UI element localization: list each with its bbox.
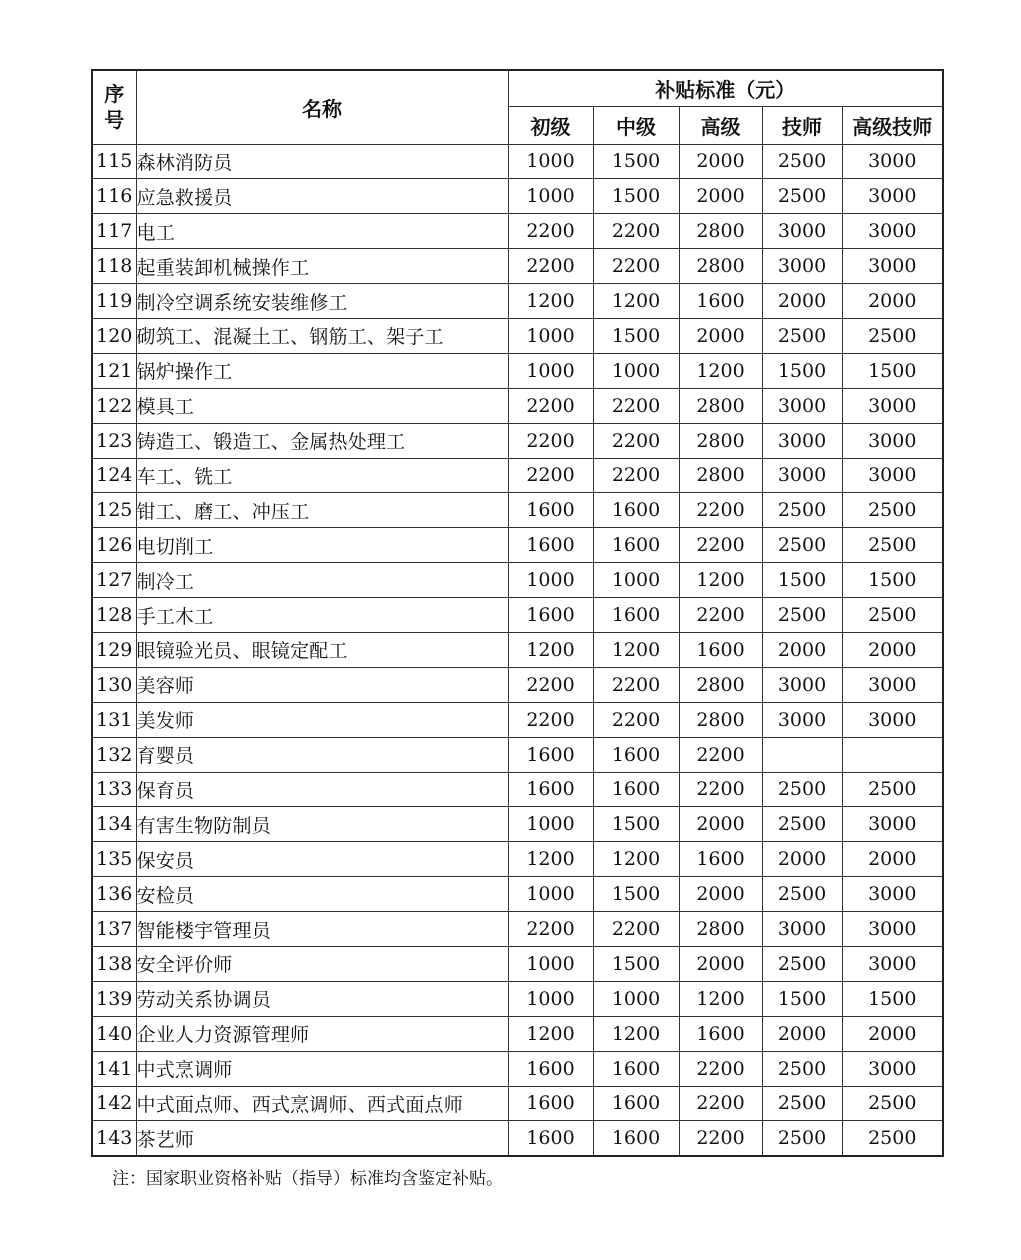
row-seq: 119 — [92, 284, 136, 319]
row-subsidy-junior: 1600 — [508, 1121, 593, 1156]
row-subsidy-junior: 1000 — [508, 877, 593, 912]
row-subsidy-junior: 1200 — [508, 632, 593, 667]
table-row — [92, 563, 943, 598]
table-row — [92, 1086, 943, 1121]
row-subsidy-senior: 2800 — [679, 214, 762, 249]
row-subsidy-junior: 1600 — [508, 737, 593, 772]
row-subsidy-technician: 2500 — [762, 528, 842, 563]
row-occupation-name: 车工、铣工 — [136, 458, 508, 493]
row-occupation-name: 制冷空调系统安装维修工 — [136, 284, 508, 319]
row-subsidy-senior: 2000 — [679, 179, 762, 214]
row-occupation-name: 钳工、磨工、冲压工 — [136, 493, 508, 528]
row-subsidy-technician: 2000 — [762, 284, 842, 319]
level-header-technician: 技师 — [762, 106, 842, 144]
row-seq: 127 — [92, 563, 136, 598]
row-subsidy-technician: 3000 — [762, 214, 842, 249]
row-subsidy-junior: 1600 — [508, 772, 593, 807]
row-subsidy-senior-technician: 2500 — [842, 528, 943, 563]
row-subsidy-technician: 2500 — [762, 946, 842, 981]
row-subsidy-technician: 1500 — [762, 563, 842, 598]
row-subsidy-intermediate: 1200 — [593, 632, 679, 667]
row-subsidy-intermediate: 1500 — [593, 877, 679, 912]
row-subsidy-senior-technician: 1500 — [842, 981, 943, 1016]
row-subsidy-senior-technician: 3000 — [842, 179, 943, 214]
row-subsidy-junior: 1000 — [508, 981, 593, 1016]
row-occupation-name: 电工 — [136, 214, 508, 249]
row-subsidy-senior-technician: 2000 — [842, 1016, 943, 1051]
row-seq: 143 — [92, 1121, 136, 1156]
row-occupation-name: 砌筑工、混凝土工、钢筋工、架子工 — [136, 318, 508, 353]
row-occupation-name: 起重装卸机械操作工 — [136, 249, 508, 284]
row-subsidy-intermediate: 1600 — [593, 598, 679, 633]
row-subsidy-senior-technician: 3000 — [842, 667, 943, 702]
row-occupation-name: 应急救援员 — [136, 179, 508, 214]
row-subsidy-intermediate: 2200 — [593, 249, 679, 284]
row-subsidy-junior: 1600 — [508, 1086, 593, 1121]
row-seq: 134 — [92, 807, 136, 842]
row-subsidy-senior: 2800 — [679, 912, 762, 947]
table-row — [92, 877, 943, 912]
table-row — [92, 493, 943, 528]
row-subsidy-senior-technician: 1500 — [842, 353, 943, 388]
row-subsidy-intermediate: 1600 — [593, 528, 679, 563]
row-subsidy-senior-technician: 2500 — [842, 1121, 943, 1156]
row-subsidy-intermediate: 1600 — [593, 1051, 679, 1086]
row-subsidy-senior-technician: 3000 — [842, 912, 943, 947]
row-subsidy-junior: 2200 — [508, 458, 593, 493]
row-subsidy-senior: 2200 — [679, 598, 762, 633]
row-subsidy-senior: 1200 — [679, 353, 762, 388]
row-subsidy-senior: 2800 — [679, 388, 762, 423]
row-subsidy-technician: 2000 — [762, 1016, 842, 1051]
row-seq: 132 — [92, 737, 136, 772]
table-row — [92, 458, 943, 493]
row-subsidy-technician: 3000 — [762, 458, 842, 493]
row-subsidy-junior: 1000 — [508, 563, 593, 598]
table-row — [92, 772, 943, 807]
row-subsidy-intermediate: 1600 — [593, 1121, 679, 1156]
row-subsidy-senior: 1600 — [679, 632, 762, 667]
row-subsidy-senior-technician: 3000 — [842, 1051, 943, 1086]
row-occupation-name: 锅炉操作工 — [136, 353, 508, 388]
row-subsidy-senior-technician: 2000 — [842, 632, 943, 667]
row-occupation-name: 手工木工 — [136, 598, 508, 633]
row-seq: 139 — [92, 981, 136, 1016]
row-subsidy-junior: 2200 — [508, 214, 593, 249]
row-occupation-name: 安检员 — [136, 877, 508, 912]
row-subsidy-junior: 1600 — [508, 1051, 593, 1086]
level-header-intermediate: 中级 — [593, 106, 679, 144]
row-seq: 140 — [92, 1016, 136, 1051]
row-occupation-name: 茶艺师 — [136, 1121, 508, 1156]
row-subsidy-intermediate: 1500 — [593, 807, 679, 842]
row-subsidy-junior: 1200 — [508, 284, 593, 319]
row-subsidy-senior: 2200 — [679, 493, 762, 528]
table-row — [92, 667, 943, 702]
row-subsidy-technician: 2500 — [762, 1086, 842, 1121]
row-subsidy-technician: 2500 — [762, 1051, 842, 1086]
row-seq: 121 — [92, 353, 136, 388]
row-subsidy-senior: 2800 — [679, 702, 762, 737]
row-subsidy-junior: 1000 — [508, 353, 593, 388]
row-subsidy-intermediate: 2200 — [593, 423, 679, 458]
row-subsidy-senior: 1200 — [679, 563, 762, 598]
row-subsidy-senior: 1600 — [679, 842, 762, 877]
row-subsidy-intermediate: 2200 — [593, 458, 679, 493]
table-row — [92, 318, 943, 353]
row-subsidy-intermediate: 1500 — [593, 318, 679, 353]
row-subsidy-technician: 2500 — [762, 807, 842, 842]
row-subsidy-technician: 2500 — [762, 144, 842, 179]
row-occupation-name: 育婴员 — [136, 737, 508, 772]
row-seq: 128 — [92, 598, 136, 633]
row-occupation-name: 有害生物防制员 — [136, 807, 508, 842]
row-occupation-name: 模具工 — [136, 388, 508, 423]
row-subsidy-junior: 1200 — [508, 842, 593, 877]
table-row — [92, 284, 943, 319]
row-subsidy-intermediate: 2200 — [593, 912, 679, 947]
row-subsidy-senior: 2200 — [679, 1086, 762, 1121]
row-subsidy-technician: 2500 — [762, 1121, 842, 1156]
row-subsidy-senior-technician: 3000 — [842, 214, 943, 249]
row-seq: 129 — [92, 632, 136, 667]
row-subsidy-intermediate: 1600 — [593, 1086, 679, 1121]
row-subsidy-technician: 2500 — [762, 598, 842, 633]
row-subsidy-junior: 1600 — [508, 528, 593, 563]
row-occupation-name: 企业人力资源管理师 — [136, 1016, 508, 1051]
table-row — [92, 388, 943, 423]
row-seq: 131 — [92, 702, 136, 737]
row-subsidy-technician: 2000 — [762, 632, 842, 667]
row-occupation-name: 安全评价师 — [136, 946, 508, 981]
row-seq: 135 — [92, 842, 136, 877]
row-subsidy-junior: 1600 — [508, 493, 593, 528]
row-subsidy-senior-technician: 1500 — [842, 563, 943, 598]
row-subsidy-senior: 1200 — [679, 981, 762, 1016]
footnote: 注：国家职业资格补贴（指导）标准均含鉴定补贴。 — [112, 1169, 503, 1189]
row-subsidy-junior: 2200 — [508, 388, 593, 423]
row-subsidy-senior: 2200 — [679, 737, 762, 772]
row-occupation-name: 美容师 — [136, 667, 508, 702]
table-row — [92, 632, 943, 667]
row-seq: 123 — [92, 423, 136, 458]
table-row — [92, 214, 943, 249]
row-subsidy-senior: 2800 — [679, 667, 762, 702]
row-occupation-name: 劳动关系协调员 — [136, 981, 508, 1016]
row-seq: 122 — [92, 388, 136, 423]
row-subsidy-senior: 2800 — [679, 249, 762, 284]
row-subsidy-senior-technician: 2000 — [842, 284, 943, 319]
table-row — [92, 842, 943, 877]
row-subsidy-senior-technician: 2500 — [842, 493, 943, 528]
table-row — [92, 179, 943, 214]
row-subsidy-senior-technician: 2500 — [842, 598, 943, 633]
row-subsidy-intermediate: 1600 — [593, 772, 679, 807]
row-subsidy-senior: 2000 — [679, 946, 762, 981]
level-header-senior-technician: 高级技师 — [842, 106, 943, 144]
row-subsidy-senior-technician: 3000 — [842, 249, 943, 284]
subsidy-group-header: 补贴标准（元） — [508, 70, 943, 106]
row-subsidy-intermediate: 1200 — [593, 1016, 679, 1051]
row-subsidy-senior: 1600 — [679, 284, 762, 319]
row-occupation-name: 制冷工 — [136, 563, 508, 598]
row-seq: 116 — [92, 179, 136, 214]
row-subsidy-intermediate: 1000 — [593, 981, 679, 1016]
row-subsidy-senior: 2000 — [679, 807, 762, 842]
row-subsidy-senior: 1600 — [679, 1016, 762, 1051]
row-subsidy-intermediate: 2200 — [593, 214, 679, 249]
row-occupation-name: 保安员 — [136, 842, 508, 877]
row-subsidy-junior: 1200 — [508, 1016, 593, 1051]
row-subsidy-senior-technician: 3000 — [842, 144, 943, 179]
table-row — [92, 598, 943, 633]
row-subsidy-senior-technician: 2500 — [842, 772, 943, 807]
row-subsidy-technician: 3000 — [762, 249, 842, 284]
row-subsidy-technician: 3000 — [762, 912, 842, 947]
row-subsidy-senior: 2000 — [679, 877, 762, 912]
row-subsidy-intermediate: 1000 — [593, 563, 679, 598]
row-seq: 117 — [92, 214, 136, 249]
table-row — [92, 528, 943, 563]
seq-header-char-2: 号 — [104, 108, 125, 133]
table-row — [92, 981, 943, 1016]
row-subsidy-technician: 3000 — [762, 388, 842, 423]
row-seq: 118 — [92, 249, 136, 284]
row-subsidy-technician: 2500 — [762, 493, 842, 528]
row-subsidy-senior-technician: 3000 — [842, 458, 943, 493]
row-seq: 124 — [92, 458, 136, 493]
row-subsidy-technician: 2500 — [762, 179, 842, 214]
subsidy-standard-table — [91, 69, 944, 1157]
row-subsidy-technician: 3000 — [762, 423, 842, 458]
row-subsidy-intermediate: 1500 — [593, 144, 679, 179]
row-subsidy-senior-technician: 2000 — [842, 842, 943, 877]
row-seq: 125 — [92, 493, 136, 528]
row-subsidy-senior: 2800 — [679, 423, 762, 458]
row-seq: 115 — [92, 144, 136, 179]
row-occupation-name: 保育员 — [136, 772, 508, 807]
row-subsidy-senior-technician: 3000 — [842, 946, 943, 981]
table-row — [92, 702, 943, 737]
table-row — [92, 912, 943, 947]
table-row — [92, 1121, 943, 1156]
row-occupation-name: 森林消防员 — [136, 144, 508, 179]
row-occupation-name: 电切削工 — [136, 528, 508, 563]
row-subsidy-intermediate: 1200 — [593, 284, 679, 319]
row-subsidy-senior: 2800 — [679, 458, 762, 493]
row-seq: 138 — [92, 946, 136, 981]
row-subsidy-technician: 2500 — [762, 772, 842, 807]
table-row — [92, 423, 943, 458]
row-occupation-name: 铸造工、锻造工、金属热处理工 — [136, 423, 508, 458]
row-subsidy-junior: 2200 — [508, 702, 593, 737]
row-subsidy-junior: 2200 — [508, 667, 593, 702]
row-subsidy-junior: 1000 — [508, 179, 593, 214]
row-subsidy-senior-technician: 3000 — [842, 807, 943, 842]
row-subsidy-intermediate: 1600 — [593, 737, 679, 772]
row-subsidy-technician: 3000 — [762, 667, 842, 702]
row-subsidy-intermediate: 2200 — [593, 388, 679, 423]
row-subsidy-technician: 2000 — [762, 842, 842, 877]
level-header-senior: 高级 — [679, 106, 762, 144]
row-subsidy-senior-technician: 2500 — [842, 318, 943, 353]
row-subsidy-junior: 1000 — [508, 144, 593, 179]
table-row — [92, 249, 943, 284]
row-subsidy-junior: 2200 — [508, 423, 593, 458]
table-row — [92, 353, 943, 388]
row-subsidy-intermediate: 1200 — [593, 842, 679, 877]
row-seq: 133 — [92, 772, 136, 807]
row-subsidy-senior-technician — [842, 737, 943, 772]
row-subsidy-senior: 2200 — [679, 1121, 762, 1156]
row-subsidy-senior: 2200 — [679, 772, 762, 807]
row-subsidy-intermediate: 2200 — [593, 702, 679, 737]
seq-column-header — [92, 70, 136, 144]
row-subsidy-intermediate: 1600 — [593, 493, 679, 528]
row-subsidy-junior: 1600 — [508, 598, 593, 633]
level-header-junior: 初级 — [508, 106, 593, 144]
row-subsidy-senior: 2000 — [679, 318, 762, 353]
row-occupation-name: 中式烹调师 — [136, 1051, 508, 1086]
table-row — [92, 737, 943, 772]
row-seq: 137 — [92, 912, 136, 947]
row-seq: 120 — [92, 318, 136, 353]
row-seq: 130 — [92, 667, 136, 702]
row-seq: 141 — [92, 1051, 136, 1086]
row-subsidy-intermediate: 1000 — [593, 353, 679, 388]
row-seq: 126 — [92, 528, 136, 563]
row-seq: 136 — [92, 877, 136, 912]
row-subsidy-junior: 2200 — [508, 249, 593, 284]
row-subsidy-senior-technician: 2500 — [842, 1086, 943, 1121]
table-row — [92, 1016, 943, 1051]
row-subsidy-senior-technician: 3000 — [842, 423, 943, 458]
row-subsidy-technician — [762, 737, 842, 772]
row-subsidy-junior: 2200 — [508, 912, 593, 947]
table-row — [92, 807, 943, 842]
table-header — [92, 70, 943, 144]
row-subsidy-senior-technician: 3000 — [842, 877, 943, 912]
row-occupation-name: 美发师 — [136, 702, 508, 737]
seq-header-char-1: 序 — [104, 82, 125, 107]
row-subsidy-junior: 1000 — [508, 318, 593, 353]
row-subsidy-technician: 1500 — [762, 981, 842, 1016]
table-row — [92, 144, 943, 179]
table-body — [92, 144, 943, 1156]
row-subsidy-technician: 2500 — [762, 318, 842, 353]
row-occupation-name: 中式面点师、西式烹调师、西式面点师 — [136, 1086, 508, 1121]
row-subsidy-intermediate: 1500 — [593, 946, 679, 981]
row-subsidy-technician: 3000 — [762, 702, 842, 737]
row-subsidy-senior-technician: 3000 — [842, 388, 943, 423]
row-subsidy-technician: 1500 — [762, 353, 842, 388]
row-occupation-name: 眼镜验光员、眼镜定配工 — [136, 632, 508, 667]
row-subsidy-junior: 1000 — [508, 807, 593, 842]
row-subsidy-junior: 1000 — [508, 946, 593, 981]
table-row — [92, 1051, 943, 1086]
row-subsidy-intermediate: 1500 — [593, 179, 679, 214]
table-row — [92, 946, 943, 981]
row-subsidy-technician: 2500 — [762, 877, 842, 912]
row-subsidy-senior-technician: 3000 — [842, 702, 943, 737]
row-seq: 142 — [92, 1086, 136, 1121]
row-occupation-name: 智能楼宇管理员 — [136, 912, 508, 947]
row-subsidy-intermediate: 2200 — [593, 667, 679, 702]
row-subsidy-senior: 2200 — [679, 1051, 762, 1086]
name-column-header: 名称 — [136, 70, 508, 144]
row-subsidy-senior: 2000 — [679, 144, 762, 179]
row-subsidy-senior: 2200 — [679, 528, 762, 563]
